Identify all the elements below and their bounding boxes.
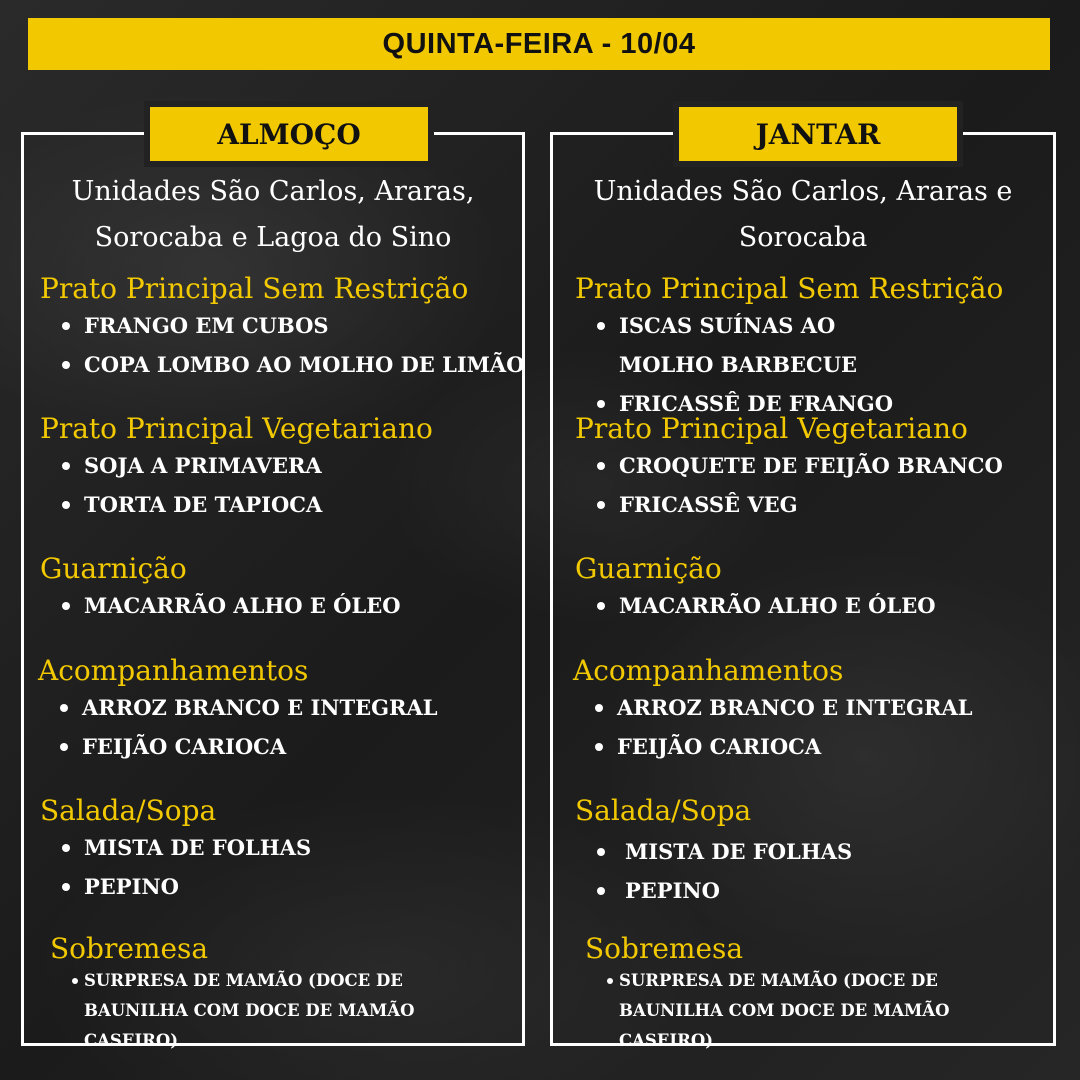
list-item: MACARRÃO ALHO E ÓLEO (575, 586, 1047, 625)
lunch-units (24, 169, 522, 261)
lunch-main-section (40, 272, 525, 384)
lunch-units-line1: Unidades São Carlos, Araras, (71, 176, 475, 207)
dinner-sides-title: Acompanhamentos (573, 654, 844, 687)
lunch-label: ALMOÇO (150, 107, 428, 161)
dinner-salad-title: Salada/Sopa (575, 794, 752, 827)
lunch-veg-title: Prato Principal Vegetariano (40, 412, 433, 445)
lunch-garnish-section (40, 552, 516, 625)
list-item: FRICASSÊ VEG (575, 485, 1047, 524)
dinner-garnish-section (575, 552, 1047, 625)
dinner-salad-section (575, 794, 1047, 910)
lunch-salad-title: Salada/Sopa (40, 794, 217, 827)
list-item: FRICASSÊ DE FRANGO (575, 384, 1047, 423)
list-item: FEIJÃO CARIOCA (38, 727, 516, 766)
lunch-veg-section (40, 412, 516, 524)
dinner-veg-title: Prato Principal Vegetariano (575, 412, 968, 445)
dinner-panel (550, 117, 1056, 1050)
page-title: QUINTA-FEIRA - 10/04 (28, 18, 1050, 70)
lunch-sides-title: Acompanhamentos (38, 654, 309, 687)
list-item: MACARRÃO ALHO E ÓLEO (40, 586, 516, 625)
dinner-dessert-title: Sobremesa (585, 932, 744, 965)
list-item: SURPRESA DE MAMÃO (DOCE DE BAUNILHA COM DOCE DE MAMÃO CASEIRO) (50, 966, 516, 1056)
list-item: ISCAS SUÍNAS AO MOLHO BARBECUE (575, 306, 879, 384)
dinner-main-title: Prato Principal Sem Restrição (575, 272, 1004, 305)
list-item: ARROZ BRANCO E INTEGRAL (573, 688, 1047, 727)
dinner-dessert-section (585, 932, 1047, 1056)
list-item: TORTA DE TAPIOCA (40, 485, 516, 524)
dinner-sides-section (573, 654, 1047, 766)
list-item: SURPRESA DE MAMÃO (DOCE DE BAUNILHA COM DOCE DE MAMÃO CASEIRO) (585, 966, 1047, 1056)
list-item: MISTA DE FOLHAS (40, 828, 516, 867)
lunch-dessert-title: Sobremesa (50, 932, 209, 965)
list-item: COPA LOMBO AO MOLHO DE LIMÃO (40, 345, 516, 384)
dinner-label: JANTAR (679, 107, 957, 161)
lunch-garnish-title: Guarnição (40, 552, 187, 585)
dinner-veg-section (575, 412, 1047, 524)
lunch-units-line2: Sorocaba e Lagoa do Sino (94, 222, 452, 253)
list-item: PEPINO (40, 867, 516, 906)
lunch-panel (21, 117, 525, 1050)
list-item: FRANGO EM CUBOS (40, 306, 516, 345)
dinner-garnish-title: Guarnição (575, 552, 722, 585)
list-item: PEPINO (575, 871, 1047, 910)
dinner-units-line2: Sorocaba (738, 222, 868, 253)
lunch-main-title: Prato Principal Sem Restrição (40, 272, 469, 305)
dinner-units-line1: Unidades São Carlos, Araras e (593, 176, 1013, 207)
dinner-units (553, 169, 1053, 261)
list-item: ARROZ BRANCO E INTEGRAL (38, 688, 516, 727)
lunch-salad-section (40, 794, 516, 906)
list-item: SOJA A PRIMAVERA (40, 446, 516, 485)
list-item: MISTA DE FOLHAS (575, 832, 1047, 871)
list-item: CROQUETE DE FEIJÃO BRANCO (575, 446, 1047, 485)
dinner-main-section (575, 272, 1047, 423)
lunch-sides-section (38, 654, 516, 766)
lunch-dessert-section (50, 932, 516, 1056)
list-item: FEIJÃO CARIOCA (573, 727, 1047, 766)
